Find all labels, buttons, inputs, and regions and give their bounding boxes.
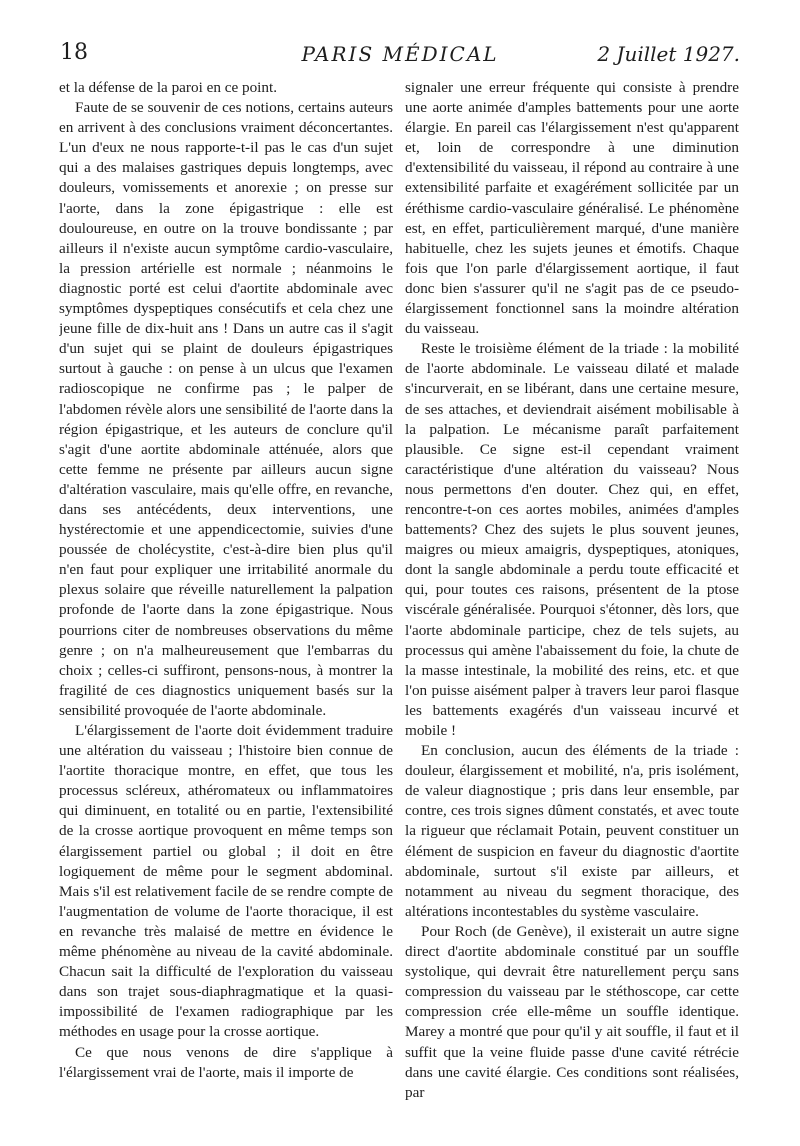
- journal-title: PARIS MÉDICAL: [301, 42, 499, 66]
- paragraph: Reste le troisième élément de la triade : la mobilité de l'aorte abdominale. Le vaisseau dilaté et malade s'incurverait, en se libérant, dans une certaine mesure, de ses attaches, et deviendrait aisément mobilisable à la palpation. Le mécanisme paraît parfaitement plausible. Ce signe est-il cependant vraiment caractéristique d'une altération du vaisseau? Nous nous permettons d'en douter. Chez qui, en effet, rencontre-t-on ces aortes mobiles, animées d'amples battements? Chez des sujets le plus souvent jeunes, maigres ou mieux amaigris, dyspeptiques, atoniques, dont la sangle abdominale a perdu toute efficacité et qui, pour toutes ces raisons, présentent de la ptose viscérale généralisée. Pourquoi s'étonner, dès lors, que l'aorte abdominale participe, chez de tels sujets, au processus qui amène l'abaissement du foie, la chute de la masse intestinale, la mobilité des reins, etc. et que l'on puisse aisément palper à travers leur paroi flasque les battements exagérés d'un vaisseau incurvé et mobile !: [405, 340, 739, 739]
- paragraph: Ce que nous venons de dire s'applique à l'élargissement vrai de l'aorte, mais il importe de: [59, 1043, 393, 1081]
- right-column: [405, 78, 739, 1118]
- paragraph: Pour Roch (de Genève), il existerait un autre signe direct d'aortite abdominale constitué par un souffle systolique, qui devrait être naturellement perçu sans compression du vaisseau par le stéthoscope, car cette compression crée elle-même un souffle identique. Marey a montré que pour qu'il y ait souffle, il faut et il suffit que la veine fluide passe d'une cavité rétrécie dans une cavité élargie. Ces conditions sont réalisées, par: [405, 922, 739, 1101]
- paragraph: Faute de se souvenir de ces notions, certains auteurs en arrivent à des conclusions vraiment déconcertantes. L'un d'eux ne nous rapporte-t-il pas le cas d'un sujet qui a des malaises gastriques depuis longtemps, avec douleurs, vomissements et anorexie ; on presse sur l'aorte, dans la zone épigastrique : elle est douloureuse, en outre on la trouve bondissante ; par ailleurs il n'existe aucun symptôme cardio-vasculaire, la pression artérielle est normale ; néanmoins le diagnostic porté est celui d'aortite abdominale avec symptômes dyspeptiques consécutifs et cela chez une jeune fille de dix-huit ans ! Dans un autre cas il s'agit d'un sujet qui se plaint de douleurs épigastriques surtout à gauche : on pense à un ulcus que l'examen radioscopique ne confirme pas ; le palper de l'abdomen révèle alors une sensibilité de l'aorte dans la région épigastrique, et les auteurs de conclure qu'il s'agit d'une aortite abdominale atténuée, alors que cette femme ne présente par ailleurs aucun signe d'altération vasculaire, mais qu'elle offre, en revanche, dans ses antécédents, deux interventions, une hystérectomie et une appendicectomie, suivies d'une poussée de cholécystite, c'est-à-dire bien plus qu'il n'en faut pour expliquer une irritabilité anormale du plexus solaire que réveille naturellement la palpation profonde de l'aorte dans la zone épigastrique. Nous pourrions citer de nombreuses observations du même genre ; on n'a malheureusement que l'embarras du choix ; celles-ci suffiront, pensons-nous, à montrer la fragilité de ces diagnostics uniquement basés sur la sensibilité provoquée de l'aorte abdominale.: [59, 99, 393, 719]
- paragraph: et la défense de la paroi en ce point.: [59, 79, 278, 96]
- paragraph: En conclusion, aucun des éléments de la triade : douleur, élargissement et mobilité, n'a, pris isolément, de valeur diagnostique ; pris dans leur ensemble, par contre, ces trois signes dûment constatés, et avec toute la rigueur que réclamait Potain, peuvent constituer un élément de suspicion en faveur du diagnostic d'aortite abdominale, surtout s'il existe par ailleurs, et notamment au niveau du segment thoracique, des altérations incontestables du système vasculaire.: [405, 742, 739, 920]
- issue-date: 2 Juillet 1927.: [597, 42, 740, 66]
- left-column: [59, 78, 393, 1118]
- page-number: 18: [60, 40, 88, 65]
- running-header: [60, 40, 740, 72]
- paragraph: L'élargissement de l'aorte doit évidemment traduire une altération du vaisseau ; l'histoire bien connue de l'aortite thoracique montre, en effet, que tous les processus scléreux, athéromateux ou inflammatoires qui diminuent, en totalité ou en partie, l'extensibilité de la crosse aortique provoquent en même temps son élargissement partiel ou global ; il doit en être logiquement de même pour le segment abdominal. Mais s'il est relativement facile de se rendre compte de l'augmentation de volume de l'aorte thoracique, il est en revanche très malaisé de mettre en évidence le même phénomène au niveau de la cavité abdominale. Chacun sait la difficulté de l'exploration du vaisseau dans son trajet sous-diaphragmatique et la quasi-impossibilité de l'examen radiographique par les méthodes en usage pour la crosse aortique.: [59, 722, 393, 1041]
- paragraph: signaler une erreur fréquente qui consiste à prendre une aorte animée d'amples battements pour une aorte élargie. En pareil cas l'élargissement n'est qu'apparent et, loin de correspondre à une diminution d'extensibilité du vaisseau, il répond au contraire à une extensibilité parfaite et exagérément sollicitée par un éréthisme cardio-vasculaire généralisé. Le phénomène est, en effet, particulièrement marqué, d'une manière habituelle, chez les sujets jeunes et émotifs. Chaque fois que l'on parle d'élargissement aortique, il faut donc bien s'assurer qu'il ne s'agit pas de ce pseudo-élargissement fonctionnel sans la moindre altération du vaisseau.: [405, 79, 739, 338]
